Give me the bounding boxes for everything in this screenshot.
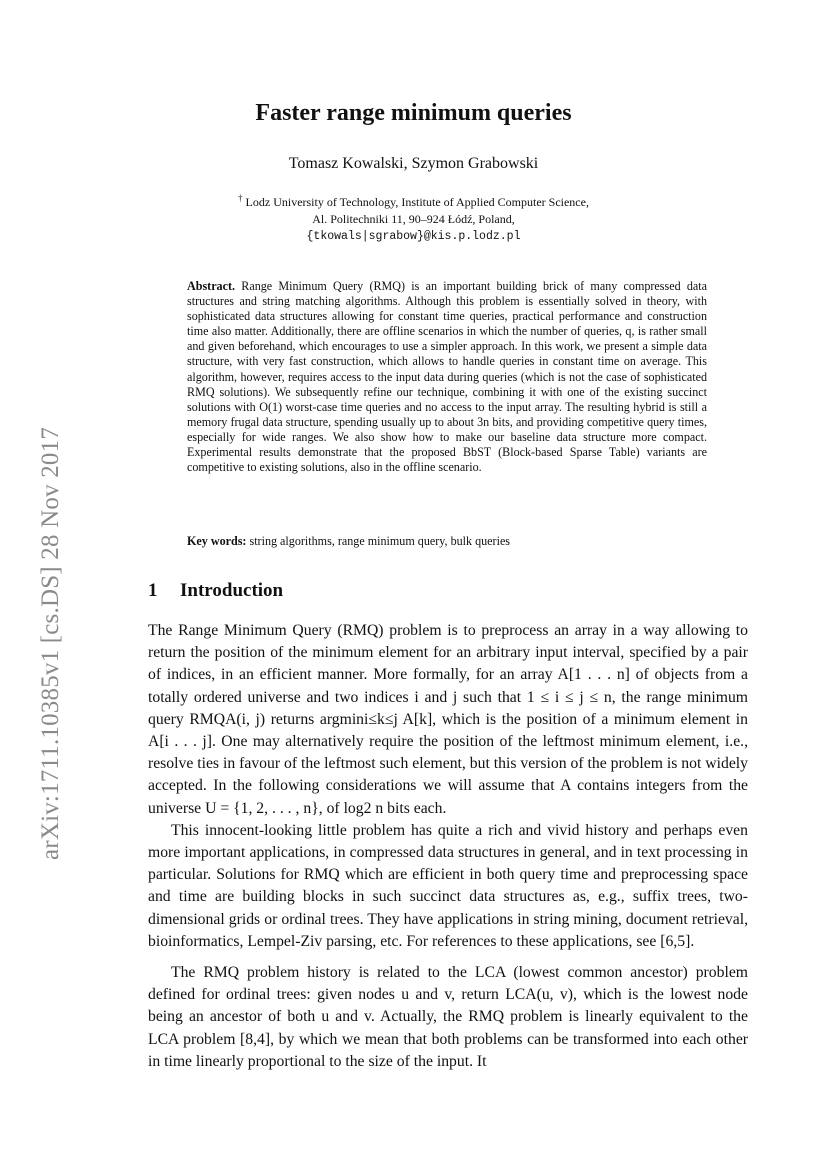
arxiv-identifier: arXiv:1711.10385v1 [cs.DS] 28 Nov 2017: [37, 426, 64, 860]
section-number: 1: [148, 580, 158, 601]
affiliation: [0, 190, 827, 245]
affiliation-line-2: Al. Politechniki 11, 90–924 Łódź, Poland,: [312, 212, 515, 226]
abstract: [187, 279, 707, 475]
keywords-label: Key words:: [187, 534, 247, 548]
section-title: Introduction: [180, 580, 284, 601]
affiliation-line-1: Lodz University of Technology, Institute of Applied Computer Science,: [245, 195, 589, 209]
authors: Tomasz Kowalski, Szymon Grabowski: [288, 155, 539, 172]
abstract-label: Abstract.: [187, 279, 236, 293]
paper-title: Faster range minimum queries: [255, 100, 572, 126]
abstract-text: Range Minimum Query (RMQ) is an important building brick of many compressed data structures and string matching algorithms. Although this problem is essentially solved in theory, with sophisticated data structures allowing for constant time queries, practical performance and construction time also matter. Additionally, there are offline scenarios in which the number of queries, q, is rather small and given beforehand, which encourages to use a simpler approach. In this work, we present a simple data structure, with very fast construction, which allows to handle queries in constant time on average. This algorithm, however, requires access to the input data during queries (which is not the case of sophisticated RMQ solutions). We subsequently refine our technique, combining it with one of the existing succinct solutions with O(1) worst-case time queries and no access to the input array. The resulting hybrid is still a memory frugal data structure, spending usually up to about 3n bits, and providing competitive query times, especially for wide ranges. We also show how to make our baseline data structure more compact. Experimental results demonstrate that the proposed BbST (Block-based Sparse Table) variants are competitive to existing solutions, also in the offline scenario.: [187, 279, 707, 475]
email-address[interactable]: {tkowals|sgrabow}@kis.p.lodz.pl: [306, 230, 521, 243]
section-body: [148, 620, 748, 1073]
keywords-text: string algorithms, range minimum query, bulk queries: [249, 534, 511, 548]
affiliation-mark: †: [238, 193, 243, 203]
paragraph-1: The Range Minimum Query (RMQ) problem is to preprocess an array in a way allowing to return the position of the minimum element for an arbitrary input interval, specified by a pair of indices, in an efficient manner. More formally, for an array A[1 . . . n] of objects from a totally ordered universe and two indices i and j such that 1 ≤ i ≤ j ≤ n, the range minimum query RMQA(i, j) returns argmini≤k≤j A[k], which is the position of a minimum element in A[i . . . j]. One may alternatively require the position of the leftmost minimum element, i.e., resolve ties in favour of the leftmost such element, but this version of the problem is not widely accepted. In the following considerations we will assume that A contains integers from the universe U = {1, 2, . . . , n}, of log2 n bits each.: [148, 622, 748, 817]
paragraph-2: This innocent-looking little problem has quite a rich and vivid history and perhaps even more important applications, in compressed data structures in general, and in text processing in particular. Solutions for RMQ which are efficient in both query time and preprocessing space and time are building blocks in such succinct data structures as, e.g., suffix trees, two-dimensional grids or ordinal trees. They have applications in string mining, document retrieval, bioinformatics, Lempel-Ziv parsing, etc. For references to these applications, see [6,5].: [148, 821, 748, 950]
keywords: [187, 534, 707, 549]
paragraph-3: The RMQ problem history is related to the LCA (lowest common ancestor) problem defined for ordinal trees: given nodes u and v, return LCA(u, v), which is the lowest node being an ancestor of both u and v. Actually, the RMQ problem is linearly equivalent to the LCA problem [8,4], by which we mean that both problems can be transformed into each other in time linearly proportional to the size of the input. It: [148, 964, 748, 1070]
section-heading: [148, 580, 283, 602]
